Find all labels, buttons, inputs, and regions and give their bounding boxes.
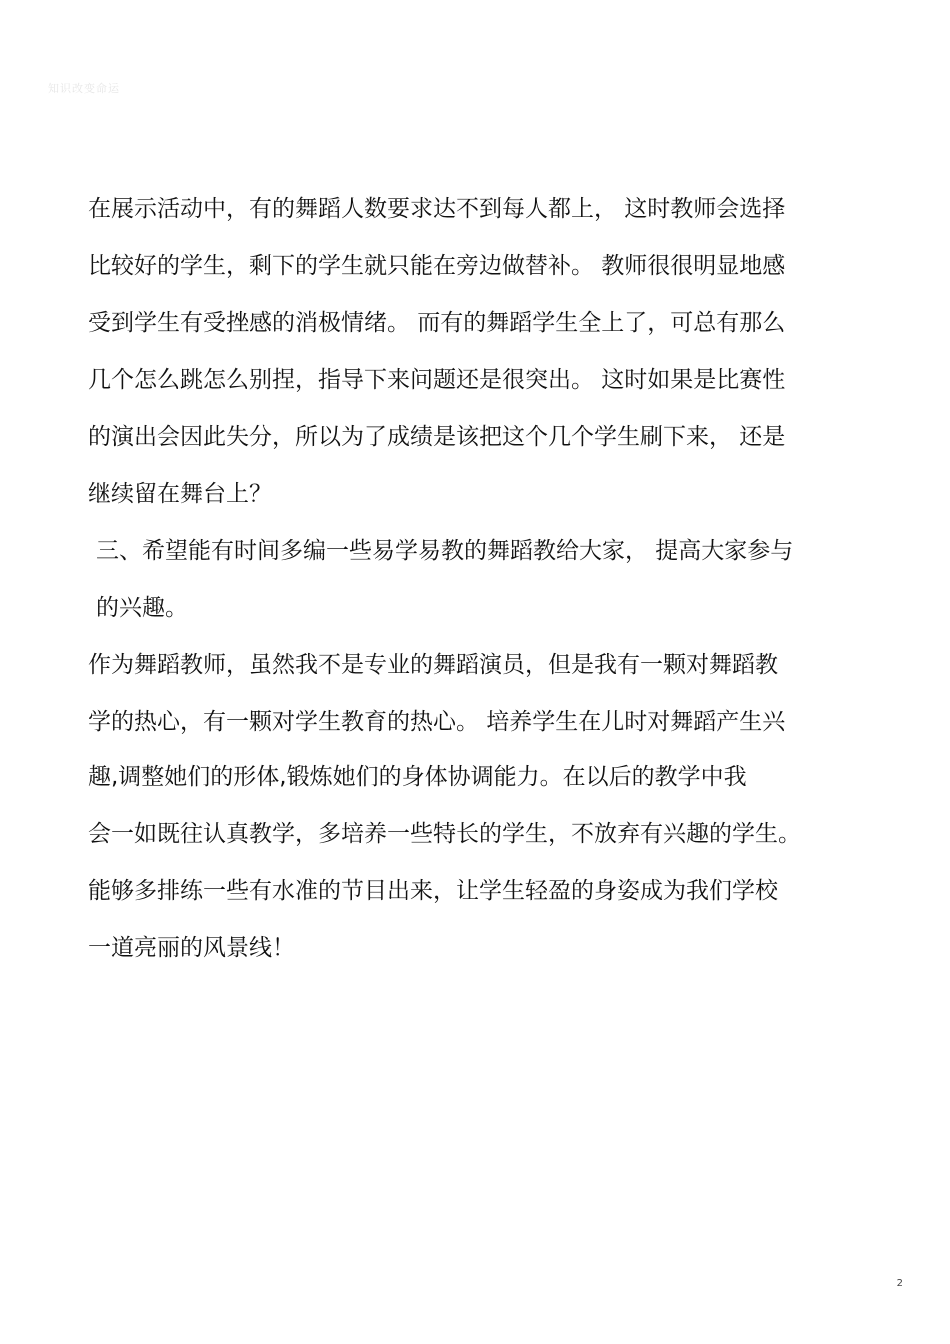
- paragraph-line: 趣,调整她们的形体,锻炼她们的身体协调能力。在以后的教学中我: [88, 764, 747, 790]
- section-heading-line: 三、希望能有时间多编一些易学易教的舞蹈教给大家， 提高大家参与: [96, 538, 794, 564]
- paragraph-line: 比较好的学生，剩下的学生就只能在旁边做替补。 教师很很明显地感: [88, 253, 786, 279]
- paragraph-line: 一道亮丽的风景线！: [88, 935, 295, 961]
- paragraph-line: 在展示活动中，有的舞蹈人数要求达不到每人都上， 这时教师会选择: [88, 196, 786, 222]
- page-number: 2: [896, 1278, 903, 1289]
- paragraph-line: 受到学生有受挫感的消极情绪。 而有的舞蹈学生全上了，可总有那么: [88, 310, 786, 336]
- paragraph-line: 学的热心，有一颗对学生教育的热心。 培养学生在儿时对舞蹈产生兴: [88, 709, 786, 735]
- header-watermark: 知识改变命运: [48, 82, 120, 95]
- paragraph-line: 能够多排练一些有水准的节目出来，让学生轻盈的身姿成为我们学校: [88, 878, 778, 904]
- paragraph-line: 会一如既往认真教学，多培养一些特长的学生，不放弃有兴趣的学生。: [88, 821, 801, 847]
- section-heading-line: 的兴趣。: [96, 595, 188, 621]
- paragraph-line: 的演出会因此失分，所以为了成绩是该把这个几个学生刷下来， 还是: [88, 424, 786, 450]
- paragraph-line: 几个怎么跳怎么别捏，指导下来问题还是很突出。 这时如果是比赛性: [88, 367, 786, 393]
- paragraph-line: 继续留在舞台上？: [88, 481, 272, 507]
- paragraph-line: 作为舞蹈教师，虽然我不是专业的舞蹈演员，但是我有一颗对舞蹈教: [88, 652, 778, 678]
